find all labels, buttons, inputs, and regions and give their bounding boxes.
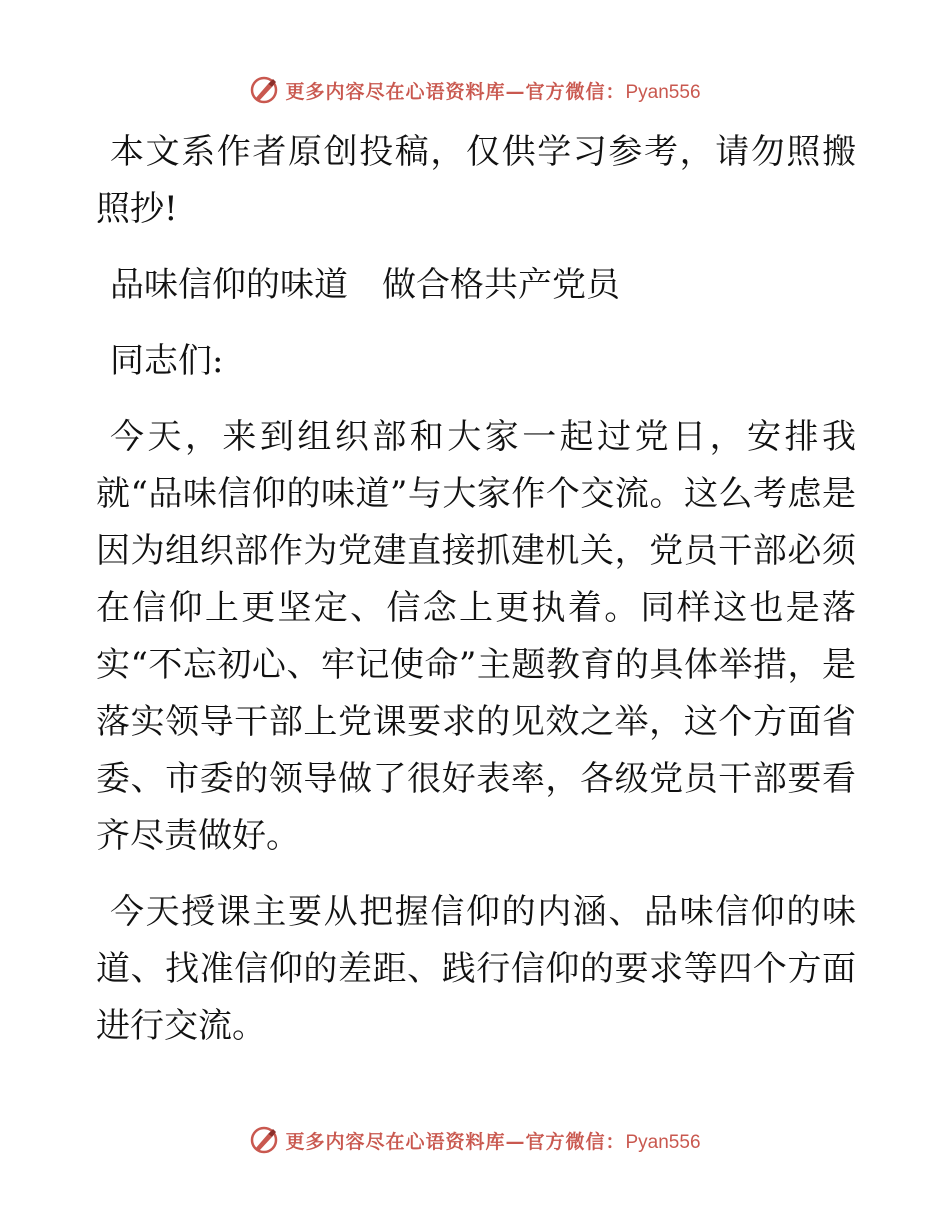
footer-watermark — [0, 1120, 950, 1160]
watermark-text: 更多内容尽在心语资料库—官方微信：Pyan556 — [285, 1130, 701, 1153]
watermark-handle: Pyan556 — [625, 1131, 701, 1153]
watermark-handle: Pyan556 — [625, 81, 701, 103]
body-paragraph: 今天，来到组织部和大家一起过党日，安排我就“品味信仰的味道”与大家作个交流。这么考虑是因为组织部作为党建直接抓建机关，党员干部必须在信仰上更坚定、信念上更执着。同样这也是落实“不忘初心、牢记使命”主题教育的具体举措，是落实领导干部上党课要求的见效之举，这个方面省委、市委的领导做了很好表率，各级党员干部要看齐尽责做好。 — [96, 417, 856, 856]
copyright-notice: 本文系作者原创投稿，仅供学习参考，请勿照搬照抄! — [96, 132, 856, 229]
body-paragraph: 今天授课主要从把握信仰的内涵、品味信仰的味道、找准信仰的差距、践行信仰的要求等四个方面进行交流。 — [96, 892, 856, 1046]
header-watermark — [0, 70, 950, 110]
watermark-text: 更多内容尽在心语资料库—官方微信：Pyan556 — [285, 80, 701, 103]
pen-nib-logo-icon — [249, 75, 279, 105]
document-body — [96, 124, 856, 1074]
pen-nib-logo-icon — [249, 1125, 279, 1155]
document-title: 品味信仰的味道 做合格共产党员 — [110, 265, 620, 305]
salutation: 同志们: — [110, 341, 224, 381]
